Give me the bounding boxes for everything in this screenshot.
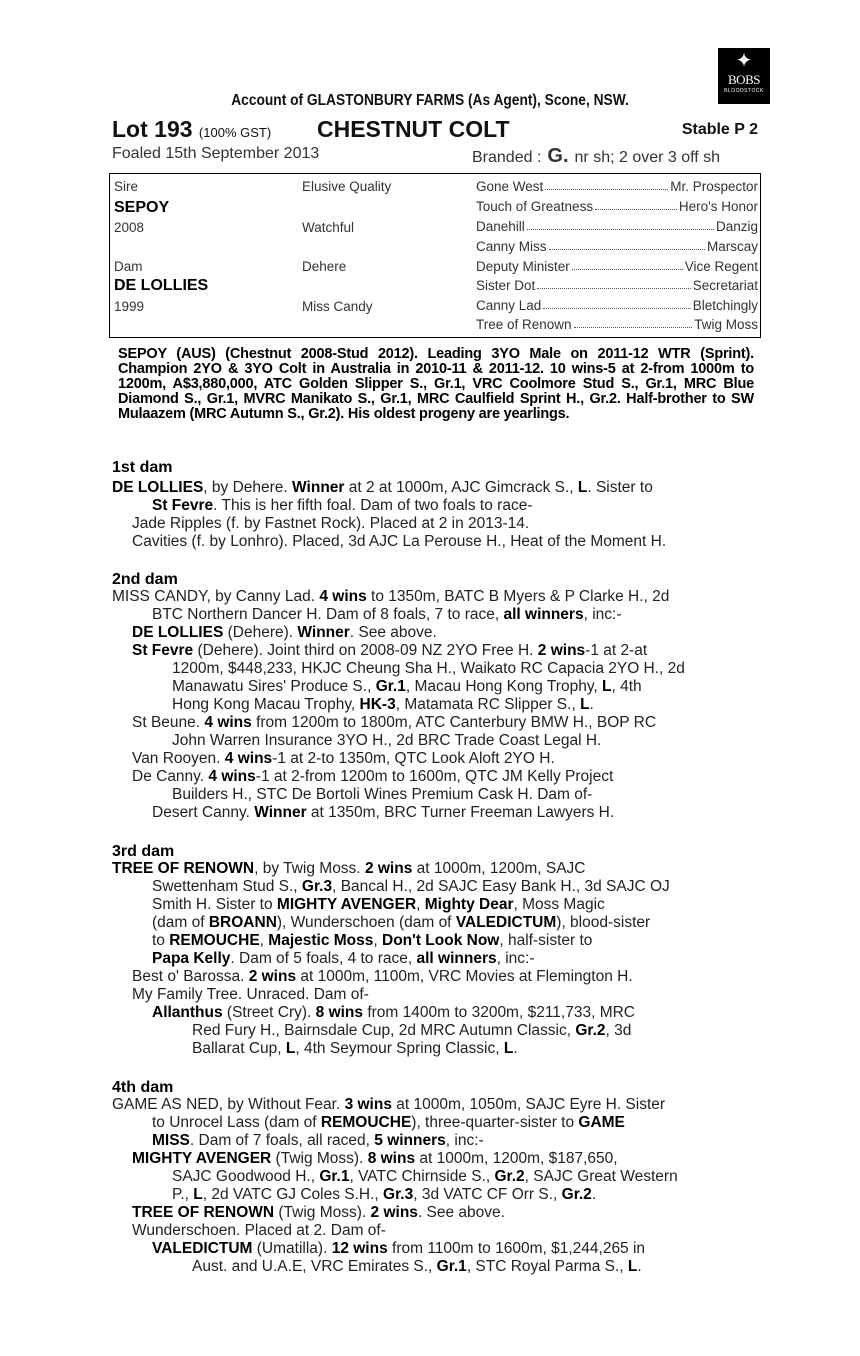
progeny-line: Jade Ripples (f. by Fastnet Rock). Placed at 2 in 2013-14. bbox=[132, 515, 530, 532]
section-heading-2nd-dam: 2nd dam bbox=[112, 571, 178, 588]
progeny-line: Best o' Barossa. 2 wins at 1000m, 1100m, VRC Movies at Flemington H. bbox=[132, 968, 633, 985]
progeny-line: De Canny. 4 wins-1 at 2-from 1200m to 1600m, QTC JM Kelly Project bbox=[132, 768, 614, 785]
progeny-line: MIGHTY AVENGER (Twig Moss). 8 wins at 1000m, 1200m, $187,650, bbox=[132, 1150, 618, 1167]
progeny-line: Allanthus (Street Cry). 8 wins from 1400m to 3200m, $211,733, MRC bbox=[152, 1004, 635, 1021]
progeny-line: St Beune. 4 wins from 1200m to 1800m, ATC Canterbury BMW H., BOP RC bbox=[132, 714, 657, 731]
progeny-line: P., L, 2d VATC GJ Coles S.H., Gr.3, 3d VATC CF Orr S., Gr.2. bbox=[172, 1186, 597, 1203]
dam3-line: TREE OF RENOWN, by Twig Moss. 2 wins at 1000m, 1200m, SAJC bbox=[112, 860, 586, 877]
progeny-line: DE LOLLIES (Dehere). Winner. See above. bbox=[132, 624, 437, 641]
progeny-line: Hong Kong Macau Trophy, HK-3, Matamata RC Slipper S., L. bbox=[172, 696, 594, 713]
horse-sex: CHESTNUT COLT bbox=[317, 116, 510, 142]
progeny-line: John Warren Insurance 3YO H., 2d BRC Trade Coast Legal H. bbox=[172, 732, 602, 749]
progeny-line: SAJC Goodwood H., Gr.1, VATC Chirnside S., Gr.2, SAJC Great Western bbox=[172, 1168, 678, 1185]
ancestor-row: Canny Miss Marscay bbox=[476, 239, 758, 254]
progeny-line: Van Rooyen. 4 wins-1 at 2-to 1350m, QTC Look Aloft 2YO H. bbox=[132, 750, 555, 767]
dam-sire: Dehere bbox=[302, 259, 347, 274]
progeny-line: Builders H., STC De Bortoli Wines Premium Cask H. Dam of- bbox=[172, 786, 593, 803]
dam3-line: Papa Kelly. Dam of 5 foals, 4 to race, all winners, inc:- bbox=[152, 950, 535, 967]
sire-dam: Watchful bbox=[302, 220, 355, 235]
dam-label: Dam bbox=[114, 259, 143, 274]
ancestor-row: Deputy Minister Vice Regent bbox=[476, 259, 758, 274]
dam4-line: GAME AS NED, by Without Fear. 3 wins at 1000m, 1050m, SAJC Eyre H. Sister bbox=[112, 1096, 666, 1113]
dam4-line: MISS. Dam of 7 foals, all raced, 5 winners, inc:- bbox=[152, 1132, 484, 1149]
dam3-line: Swettenham Stud S., Gr.3, Bancal H., 2d SAJC Easy Bank H., 3d SAJC OJ bbox=[152, 878, 670, 895]
foaled-date: Foaled 15th September 2013 bbox=[112, 145, 320, 162]
dam2-line: MISS CANDY, by Canny Lad. 4 wins to 1350m, BATC B Myers & P Clarke H., 2d bbox=[112, 588, 670, 605]
lot-number: Lot 193 (100% GST) bbox=[112, 116, 272, 142]
sire-year: 2008 bbox=[114, 220, 145, 235]
sire-sire: Elusive Quality bbox=[302, 179, 392, 194]
bird-icon: ✦ bbox=[735, 50, 753, 72]
dam1-line: DE LOLLIES, by Dehere. Winner at 2 at 1000m, AJC Gimcrack S., L. Sister to bbox=[112, 479, 653, 496]
sire-name: SEPOY bbox=[114, 199, 170, 216]
dam2-line: BTC Northern Dancer H. Dam of 8 foals, 7 to race, all winners, inc:- bbox=[152, 606, 622, 623]
progeny-line: Red Fury H., Bairnsdale Cup, 2d MRC Autumn Classic, Gr.2, 3d bbox=[192, 1022, 632, 1039]
progeny-line: My Family Tree. Unraced. Dam of- bbox=[132, 986, 369, 1003]
dam1-line: St Fevre. This is her fifth foal. Dam of two foals to race- bbox=[152, 497, 533, 514]
sire-summary: SEPOY (AUS) (Chestnut 2008-Stud 2012). Leading 3YO Male on 2011-12 WTR (Sprint). Champion 2YO & 3YO Colt in Australia in 2010-11 & 2011-12. 10 wins-5 at 2-from 1000m to 1200m, A$3,880,000, ATC Golden Slipper S., Gr.1, VRC Coolmore Stud S., Gr.1, MRC Blue Diamond S., Gr.1, MVRC Manikato S., Gr.1, MRC Caulfield Sprint H., Gr.2. Half-brother to SW Mulaazem (MRC Autumn S., Gr.2). His oldest progeny are yearlings. bbox=[118, 346, 754, 422]
dam3-line: Smith H. Sister to MIGHTY AVENGER, Mighty Dear, Moss Magic bbox=[152, 896, 605, 913]
logo-text: BOBS bbox=[728, 72, 760, 87]
brand-mark: G. bbox=[547, 145, 569, 167]
progeny-line: Cavities (f. by Lonhro). Placed, 3d AJC La Perouse H., Heat of the Moment H. bbox=[132, 533, 667, 550]
progeny-line: Desert Canny. Winner at 1350m, BRC Turner Freeman Lawyers H. bbox=[152, 804, 615, 821]
section-heading-3rd-dam: 3rd dam bbox=[112, 843, 175, 860]
ancestor-row: Tree of Renown Twig Moss bbox=[476, 317, 758, 332]
dam-dam: Miss Candy bbox=[302, 299, 373, 314]
progeny-line: St Fevre (Dehere). Joint third on 2008-09 NZ 2YO Free H. 2 wins-1 at 2-at bbox=[132, 642, 648, 659]
stable-label: Stable P 2 bbox=[681, 121, 758, 138]
dam-name: DE LOLLIES bbox=[114, 277, 209, 294]
ancestor-row: Canny Lad Bletchingly bbox=[476, 298, 758, 313]
progeny-line: VALEDICTUM (Umatilla). 12 wins from 1100m to 1600m, $1,244,265 in bbox=[152, 1240, 646, 1257]
progeny-line: 1200m, $448,233, HKJC Cheung Sha H., Waikato RC Capacia 2YO H., 2d bbox=[172, 660, 685, 677]
pedigree-table bbox=[109, 173, 761, 338]
dam4-line: to Unrocel Lass (dam of REMOUCHE), three-quarter-sister to GAME bbox=[152, 1114, 625, 1131]
dam3-line: (dam of BROANN), Wunderschoen (dam of VALEDICTUM), blood-sister bbox=[152, 914, 651, 931]
progeny-line: TREE OF RENOWN (Twig Moss). 2 wins. See above. bbox=[132, 1204, 505, 1221]
section-heading-4th-dam: 4th dam bbox=[112, 1079, 174, 1096]
progeny-line: Ballarat Cup, L, 4th Seymour Spring Classic, L. bbox=[192, 1040, 518, 1057]
sire-label: Sire bbox=[114, 179, 139, 194]
progeny-line: Manawatu Sires' Produce S., Gr.1, Macau Hong Kong Trophy, L, 4th bbox=[172, 678, 642, 695]
ancestor-row: Sister Dot Secretariat bbox=[476, 278, 758, 293]
dam-year: 1999 bbox=[114, 299, 145, 314]
ancestor-row: Danehill Danzig bbox=[476, 219, 758, 234]
ancestor-row: Gone West Mr. Prospector bbox=[476, 179, 758, 194]
dam3-line: to REMOUCHE, Majestic Moss, Don't Look Now, half-sister to bbox=[152, 932, 593, 949]
gst-label: (100% GST) bbox=[198, 125, 272, 140]
account-line: Account of GLASTONBURY FARMS (As Agent), Scone, NSW. bbox=[231, 92, 629, 109]
ancestor-row: Touch of Greatness Hero's Honor bbox=[476, 199, 758, 214]
progeny-line: Wunderschoen. Placed at 2. Dam of- bbox=[132, 1222, 386, 1239]
lot-line bbox=[112, 116, 762, 142]
section-heading-1st-dam: 1st dam bbox=[112, 459, 173, 476]
progeny-line: Aust. and U.A.E, VRC Emirates S., Gr.1, STC Royal Parma S., L. bbox=[192, 1258, 642, 1275]
logo-subtext: BLOODSTOCK bbox=[724, 88, 764, 94]
branded-info: Branded : G. nr sh; 2 over 3 off sh bbox=[472, 145, 721, 167]
